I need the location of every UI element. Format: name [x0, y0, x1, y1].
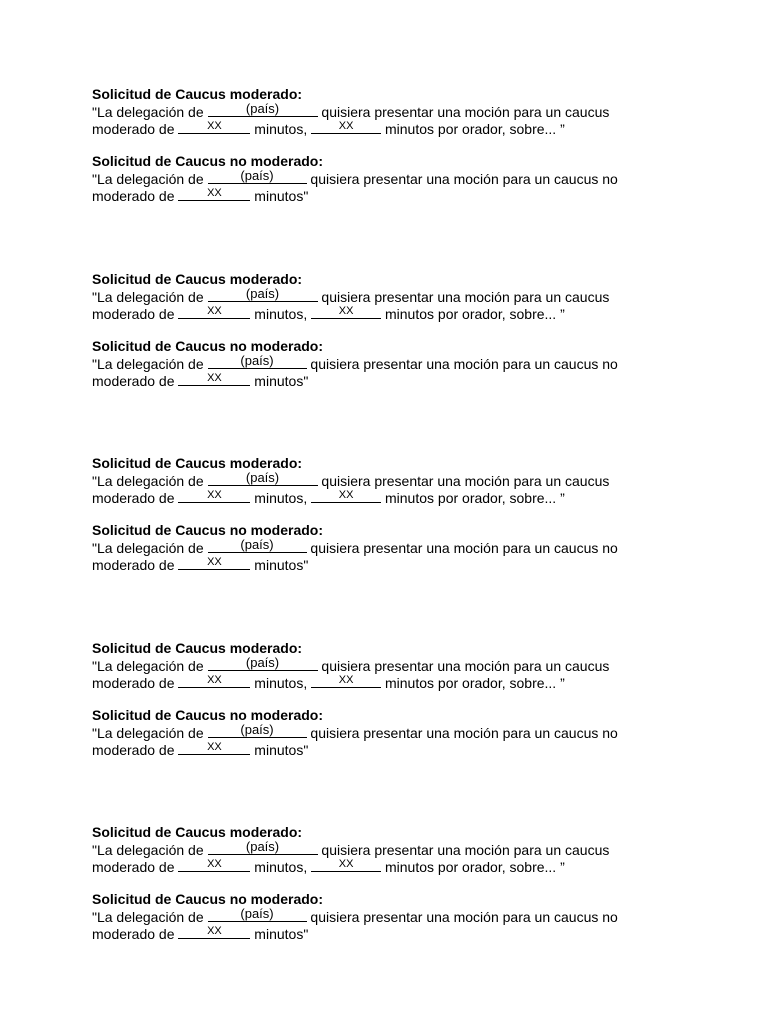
speaker-minutes-fill-text: XX — [338, 120, 354, 132]
country-blank[interactable] — [208, 841, 318, 855]
moderated-line-2: moderado de XX minutos, XX minutos por orador, sobre... ” — [92, 489, 565, 506]
moderated-caucus-title: Solicitud de Caucus moderado: — [92, 824, 303, 840]
moderated-line-1: "La delegación de (país) quisiera presentar una moción para un caucus — [92, 655, 610, 674]
caucus-request-block — [92, 640, 692, 758]
country-blank[interactable] — [208, 170, 307, 184]
unmoderated-line-2: moderado de XX minutos" — [92, 925, 309, 942]
country-fill-text: (país) — [245, 839, 280, 854]
minutes-blank[interactable] — [178, 556, 250, 570]
country-blank[interactable] — [208, 724, 307, 738]
country-blank[interactable] — [208, 657, 318, 671]
minutes-fill-text: XX — [207, 372, 222, 384]
moderated-caucus-title: Solicitud de Caucus moderado: — [92, 86, 303, 102]
country-fill-text: (país) — [245, 286, 280, 301]
moderated-caucus-title: Solicitud de Caucus moderado: — [92, 271, 303, 287]
unmoderated-caucus-title: Solicitud de Caucus no moderado: — [92, 522, 324, 538]
unmoderated-line-2: moderado de XX minutos" — [92, 741, 309, 758]
minutes-blank[interactable] — [178, 858, 250, 872]
unmoderated-caucus-request — [92, 338, 692, 389]
speaker-minutes-blank[interactable] — [311, 858, 381, 872]
moderated-caucus-title: Solicitud de Caucus moderado: — [92, 640, 303, 656]
moderated-line-1: "La delegación de (país) quisiera presentar una moción para un caucus — [92, 286, 610, 305]
moderated-line-2: moderado de XX minutos, XX minutos por orador, sobre... ” — [92, 858, 565, 875]
unmoderated-caucus-request — [92, 891, 692, 942]
minutes-fill-text: XX — [207, 741, 222, 753]
caucus-request-block — [92, 824, 692, 942]
country-fill-text: (país) — [245, 470, 280, 485]
minutes-blank[interactable] — [178, 674, 250, 688]
minutes-fill-text: XX — [207, 556, 222, 568]
minutes-blank[interactable] — [178, 187, 250, 201]
speaker-minutes-fill-text: XX — [338, 858, 354, 870]
country-blank[interactable] — [208, 908, 307, 922]
speaker-minutes-fill-text: XX — [338, 674, 354, 686]
speaker-minutes-fill-text: XX — [338, 489, 354, 501]
minutes-blank[interactable] — [178, 305, 250, 319]
speaker-minutes-blank[interactable] — [311, 489, 381, 503]
moderated-caucus-request — [92, 271, 692, 322]
unmoderated-line-1: "La delegación de (país) quisiera presentar una moción para un caucus no — [92, 168, 618, 187]
moderated-line-1: "La delegación de (país) quisiera presentar una moción para un caucus — [92, 839, 610, 858]
country-fill-text: (país) — [245, 655, 280, 670]
minutes-blank[interactable] — [178, 120, 250, 134]
minutes-fill-text: XX — [207, 858, 222, 870]
speaker-minutes-blank[interactable] — [311, 674, 381, 688]
country-blank[interactable] — [208, 355, 307, 369]
unmoderated-caucus-request — [92, 153, 692, 204]
unmoderated-line-2: moderado de XX minutos" — [92, 187, 309, 204]
country-fill-text: (país) — [240, 168, 274, 183]
minutes-fill-text: XX — [207, 674, 222, 686]
minutes-fill-text: XX — [207, 925, 222, 937]
moderated-caucus-request — [92, 640, 692, 691]
unmoderated-line-1: "La delegación de (país) quisiera presentar una moción para un caucus no — [92, 906, 618, 925]
moderated-line-1: "La delegación de (país) quisiera presentar una moción para un caucus — [92, 470, 610, 489]
minutes-blank[interactable] — [178, 372, 250, 386]
unmoderated-line-2: moderado de XX minutos" — [92, 556, 309, 573]
country-blank[interactable] — [208, 472, 318, 486]
moderated-caucus-request — [92, 86, 692, 137]
unmoderated-caucus-request — [92, 522, 692, 573]
minutes-fill-text: XX — [207, 489, 222, 501]
moderated-line-2: moderado de XX minutos, XX minutos por orador, sobre... ” — [92, 305, 565, 322]
unmoderated-line-1: "La delegación de (país) quisiera presentar una moción para un caucus no — [92, 537, 618, 556]
unmoderated-caucus-title: Solicitud de Caucus no moderado: — [92, 891, 324, 907]
caucus-request-block — [92, 455, 692, 573]
country-fill-text: (país) — [240, 537, 274, 552]
moderated-line-2: moderado de XX minutos, XX minutos por orador, sobre... ” — [92, 120, 565, 137]
minutes-fill-text: XX — [207, 187, 222, 199]
speaker-minutes-fill-text: XX — [338, 305, 354, 317]
unmoderated-caucus-request — [92, 707, 692, 758]
unmoderated-caucus-title: Solicitud de Caucus no moderado: — [92, 153, 324, 169]
unmoderated-caucus-title: Solicitud de Caucus no moderado: — [92, 707, 324, 723]
minutes-fill-text: XX — [207, 120, 222, 132]
moderated-line-1: "La delegación de (país) quisiera presentar una moción para un caucus — [92, 101, 610, 120]
unmoderated-line-1: "La delegación de (país) quisiera presentar una moción para un caucus no — [92, 353, 618, 372]
caucus-request-block — [92, 86, 692, 204]
minutes-fill-text: XX — [207, 305, 222, 317]
moderated-line-2: moderado de XX minutos, XX minutos por orador, sobre... ” — [92, 674, 565, 691]
unmoderated-caucus-title: Solicitud de Caucus no moderado: — [92, 338, 324, 354]
moderated-caucus-title: Solicitud de Caucus moderado: — [92, 455, 303, 471]
speaker-minutes-blank[interactable] — [311, 305, 381, 319]
minutes-blank[interactable] — [178, 489, 250, 503]
unmoderated-line-1: "La delegación de (país) quisiera presentar una moción para un caucus no — [92, 722, 618, 741]
country-fill-text: (país) — [240, 722, 274, 737]
caucus-request-block — [92, 271, 692, 389]
moderated-caucus-request — [92, 824, 692, 875]
country-fill-text: (país) — [240, 353, 274, 368]
country-fill-text: (país) — [245, 101, 280, 116]
country-blank[interactable] — [208, 103, 318, 117]
minutes-blank[interactable] — [178, 925, 250, 939]
unmoderated-line-2: moderado de XX minutos" — [92, 372, 309, 389]
country-blank[interactable] — [208, 288, 318, 302]
moderated-caucus-request — [92, 455, 692, 506]
country-blank[interactable] — [208, 539, 307, 553]
minutes-blank[interactable] — [178, 741, 250, 755]
country-fill-text: (país) — [240, 906, 274, 921]
speaker-minutes-blank[interactable] — [311, 120, 381, 134]
